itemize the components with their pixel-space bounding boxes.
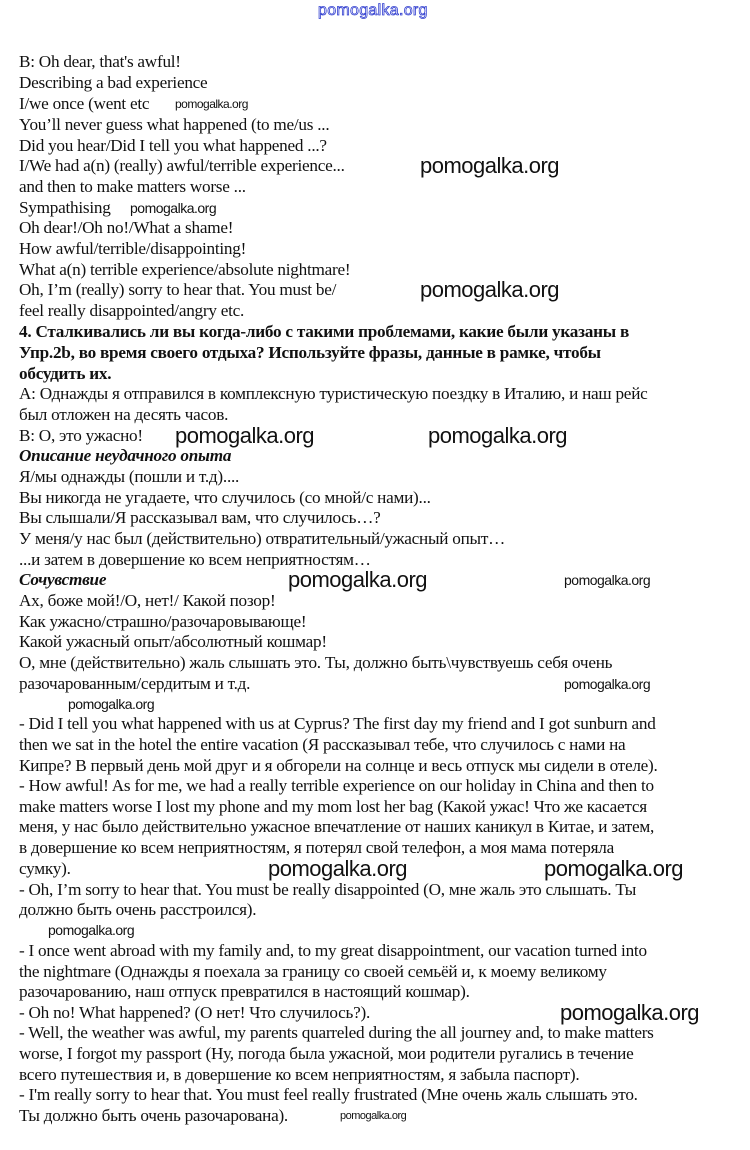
watermark: pomogalka.org (268, 856, 408, 881)
text-line: Какой ужасный опыт/абсолютный кошмар! (19, 632, 327, 651)
text-line: Oh dear!/Oh no!/What a shame! (19, 218, 234, 237)
task-heading: 4. Сталкивались ли вы когда-либо с такими проблемами, какие были указаны в (19, 322, 630, 341)
dialogue-line: Ты должно быть очень разочарована). (19, 1106, 288, 1125)
section-heading: Описание неудачного опыта (19, 446, 232, 465)
text-line: разочарованным/сердитым и т.д. (19, 674, 251, 693)
text-line: В: О, это ужасно! (19, 426, 143, 445)
watermark: pomogalka.org (175, 423, 315, 448)
section-heading: Describing a bad experience (19, 73, 208, 92)
dialogue-line: - Oh, I’m sorry to hear that. You must be really disappointed (О, мне жаль это слышать. Ты (19, 880, 637, 899)
dialogue-line: сумку). (19, 859, 71, 878)
section-heading: Sympathising (19, 198, 111, 217)
task-heading: Упр.2b, во время своего отдыха? Используйте фразы, данные в рамке, чтобы (19, 343, 601, 362)
dialogue-line: Кипре? В первый день мой друг и я обгорели на солнце и весь отпуск мы сидели в отеле). (19, 756, 658, 775)
dialogue-line: worse, I forgot my passport (Ну, погода была ужасной, мои родители ругались в течение (19, 1044, 634, 1063)
text-line: Я/мы однажды (пошли и т.д).... (19, 467, 240, 486)
text-line: Вы слышали/Я рассказывал вам, что случилось…? (19, 508, 381, 527)
watermark: pomogalka.org (288, 567, 428, 592)
dialogue-line: - Did I tell you what happened with us at Cyprus? The first day my friend and I got sunburn and (19, 714, 656, 733)
watermark: pomogalka.org (560, 1000, 700, 1025)
dialogue-line: разочарованию, наш отпуск превратился в настоящий кошмар). (19, 982, 470, 1001)
dialogue-line: должно быть очень расстроился). (19, 900, 257, 919)
text-line: feel really disappointed/angry etc. (19, 301, 245, 320)
watermark: pomogalka.org (428, 423, 568, 448)
text-line: How awful/terrible/disappointing! (19, 239, 247, 258)
text-line: You’ll never guess what happened (to me/us ... (19, 115, 330, 134)
header-watermark: pomogalka.org (318, 2, 428, 19)
dialogue-line: - Oh no! What happened? (О нет! Что случилось?). (19, 1003, 371, 1022)
text-line: Как ужасно/страшно/разочаровывающе! (19, 612, 307, 631)
dialogue-line: then we sat in the hotel the entire vacation (Я рассказывал тебе, что случилось с нами на (19, 735, 626, 754)
text-line: А: Однажды я отправился в комплексную туристическую поездку в Италию, и наш рейс (19, 384, 648, 403)
dialogue-line: в довершение ко всем неприятностям, я потерял свой телефон, а моя мама потеряла (19, 838, 615, 857)
text-line: О, мне (действительно) жаль слышать это. Ты, должно быть\чувствуешь себя очень (19, 653, 613, 672)
watermark: pomogalka.org (420, 153, 560, 178)
text-line: and then to make matters worse ... (19, 177, 246, 196)
text-line: B: Oh dear, that's awful! (19, 52, 181, 71)
dialogue-line: - Well, the weather was awful, my parents quarreled during the all journey and, to make matters (19, 1023, 654, 1042)
dialogue-line: the nightmare (Однажды я поехала за границу со своей семьёй и, к моему великому (19, 962, 607, 981)
watermark: pomogalka.org (340, 1110, 407, 1122)
watermark: pomogalka.org (130, 200, 217, 216)
watermark: pomogalka.org (48, 922, 135, 938)
dialogue-line: - How awful! As for me, we had a really terrible experience on our holiday in China and then to (19, 776, 654, 795)
watermark: pomogalka.org (68, 696, 155, 712)
dialogue-line: make matters worse I lost my phone and my mom lost her bag (Какой ужас! Что же касается (19, 797, 647, 816)
watermark: pomogalka.org (175, 97, 248, 111)
watermark: pomogalka.org (564, 676, 651, 692)
section-heading: Сочувствие (19, 570, 107, 589)
watermark: pomogalka.org (420, 277, 560, 302)
text-line: Вы никогда не угадаете, что случилось (со мной/с нами)... (19, 488, 431, 507)
watermark: pomogalka.org (544, 856, 684, 881)
dialogue-line: всего путешествия и, в довершение ко всем неприятностям, я забыла паспорт). (19, 1065, 580, 1084)
text-line: У меня/у нас был (действительно) отвратительный/ужасный опыт… (19, 529, 506, 548)
text-line: Did you hear/Did I tell you what happened ...? (19, 136, 327, 155)
dialogue-line: - I once went abroad with my family and, to my great disappointment, our vacation turned into (19, 941, 647, 960)
text-line: Ах, боже мой!/О, нет!/ Какой позор! (19, 591, 276, 610)
text-line: ...и затем в довершение ко всем неприятностям… (19, 550, 371, 569)
text-line: I/We had a(n) (really) awful/terrible experience... (19, 156, 345, 175)
text-line: Oh, I’m (really) sorry to hear that. You must be/ (19, 280, 337, 299)
dialogue-line: меня, у нас было действительно ужасное впечатление от наших каникул в Китае, и затем, (19, 817, 655, 836)
text-line: What a(n) terrible experience/absolute nightmare! (19, 260, 351, 279)
text-line: I/we once (went etc (19, 94, 150, 113)
watermark: pomogalka.org (564, 572, 651, 588)
dialogue-line: - I'm really sorry to hear that. You must feel really frustrated (Мне очень жаль слышать это. (19, 1085, 638, 1104)
text-line: был отложен на десять часов. (19, 405, 229, 424)
task-heading: обсудить их. (19, 364, 112, 383)
